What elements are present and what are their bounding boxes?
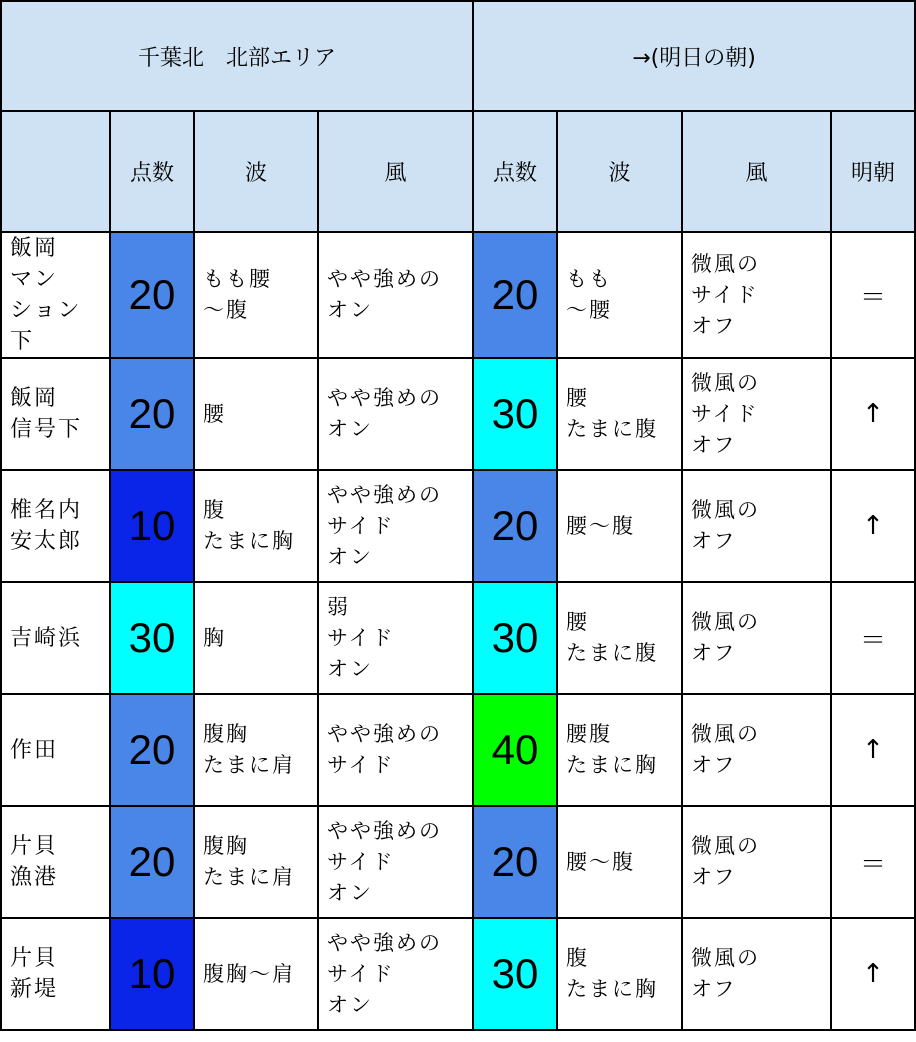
next-wind-cell: 微風の オフ xyxy=(682,470,831,582)
score-cell: 10 xyxy=(110,918,194,1030)
next-wave-column-header: 波 xyxy=(557,111,682,232)
spot-name: 吉崎浜 xyxy=(1,582,110,694)
next-wave-cell: 腰〜腹 xyxy=(557,806,682,918)
next-wave-cell: 腰〜腹 xyxy=(557,470,682,582)
next-score-cell: 40 xyxy=(473,694,557,806)
wind-cell: やや強めの サイド オン xyxy=(318,806,473,918)
wind-cell: やや強めの サイド オン xyxy=(318,918,473,1030)
trend-cell: ↑ xyxy=(831,470,915,582)
next-wind-column-header: 風 xyxy=(682,111,831,232)
wave-cell: 腹胸 たまに肩 xyxy=(194,694,318,806)
trend-cell: ＝ xyxy=(831,582,915,694)
spot-name: 作田 xyxy=(1,694,110,806)
table-row xyxy=(1,806,915,918)
wind-cell: やや強めの オン xyxy=(318,232,473,358)
next-wind-cell: 微風の サイド オフ xyxy=(682,232,831,358)
next-morning-title: →(明日の朝) xyxy=(473,1,915,111)
next-wind-cell: 微風の オフ xyxy=(682,694,831,806)
next-score-cell: 20 xyxy=(473,806,557,918)
next-wave-cell: 腹 たまに胸 xyxy=(557,918,682,1030)
next-wind-cell: 微風の オフ xyxy=(682,918,831,1030)
trend-cell: ＝ xyxy=(831,232,915,358)
table-row xyxy=(1,694,915,806)
wave-cell: もも腰 〜腹 xyxy=(194,232,318,358)
wave-cell: 腹 たまに胸 xyxy=(194,470,318,582)
wind-cell: やや強めの オン xyxy=(318,358,473,470)
table-row xyxy=(1,358,915,470)
spot-name: 飯岡 マン ション 下 xyxy=(1,232,110,358)
next-wave-cell: 腰 たまに腹 xyxy=(557,582,682,694)
score-cell: 20 xyxy=(110,232,194,358)
trend-column-header: 明朝 xyxy=(831,111,915,232)
wave-cell: 胸 xyxy=(194,582,318,694)
trend-cell: ↑ xyxy=(831,694,915,806)
table-row xyxy=(1,470,915,582)
wind-cell: やや強めの サイド オン xyxy=(318,470,473,582)
spot-name: 片貝 漁港 xyxy=(1,806,110,918)
next-score-cell: 30 xyxy=(473,358,557,470)
score-cell: 20 xyxy=(110,694,194,806)
wind-column-header: 風 xyxy=(318,111,473,232)
next-wind-cell: 微風の オフ xyxy=(682,806,831,918)
title-row xyxy=(1,1,915,111)
column-header-row xyxy=(1,111,915,232)
trend-cell: ↑ xyxy=(831,358,915,470)
trend-cell: ＝ xyxy=(831,806,915,918)
next-wave-cell: もも 〜腰 xyxy=(557,232,682,358)
wave-cell: 腰 xyxy=(194,358,318,470)
next-wind-cell: 微風の サイド オフ xyxy=(682,358,831,470)
score-column-header: 点数 xyxy=(110,111,194,232)
spot-column-header xyxy=(1,111,110,232)
wind-cell: やや強めの サイド xyxy=(318,694,473,806)
score-cell: 20 xyxy=(110,806,194,918)
wave-cell: 腹胸〜肩 xyxy=(194,918,318,1030)
next-score-cell: 30 xyxy=(473,582,557,694)
next-score-cell: 30 xyxy=(473,918,557,1030)
area-title: 千葉北 北部エリア xyxy=(1,1,473,111)
trend-cell: ↑ xyxy=(831,918,915,1030)
wind-cell: 弱 サイド オン xyxy=(318,582,473,694)
next-wave-cell: 腰 たまに腹 xyxy=(557,358,682,470)
next-score-cell: 20 xyxy=(473,470,557,582)
table-row xyxy=(1,918,915,1030)
score-cell: 30 xyxy=(110,582,194,694)
next-wave-cell: 腰腹 たまに胸 xyxy=(557,694,682,806)
spot-name: 椎名内 安太郎 xyxy=(1,470,110,582)
table-row xyxy=(1,582,915,694)
score-cell: 20 xyxy=(110,358,194,470)
next-wind-cell: 微風の オフ xyxy=(682,582,831,694)
spot-name: 片貝 新堤 xyxy=(1,918,110,1030)
table-row xyxy=(1,232,915,358)
next-score-column-header: 点数 xyxy=(473,111,557,232)
wave-cell: 腹胸 たまに肩 xyxy=(194,806,318,918)
wave-column-header: 波 xyxy=(194,111,318,232)
next-score-cell: 20 xyxy=(473,232,557,358)
score-cell: 10 xyxy=(110,470,194,582)
spot-name: 飯岡 信号下 xyxy=(1,358,110,470)
